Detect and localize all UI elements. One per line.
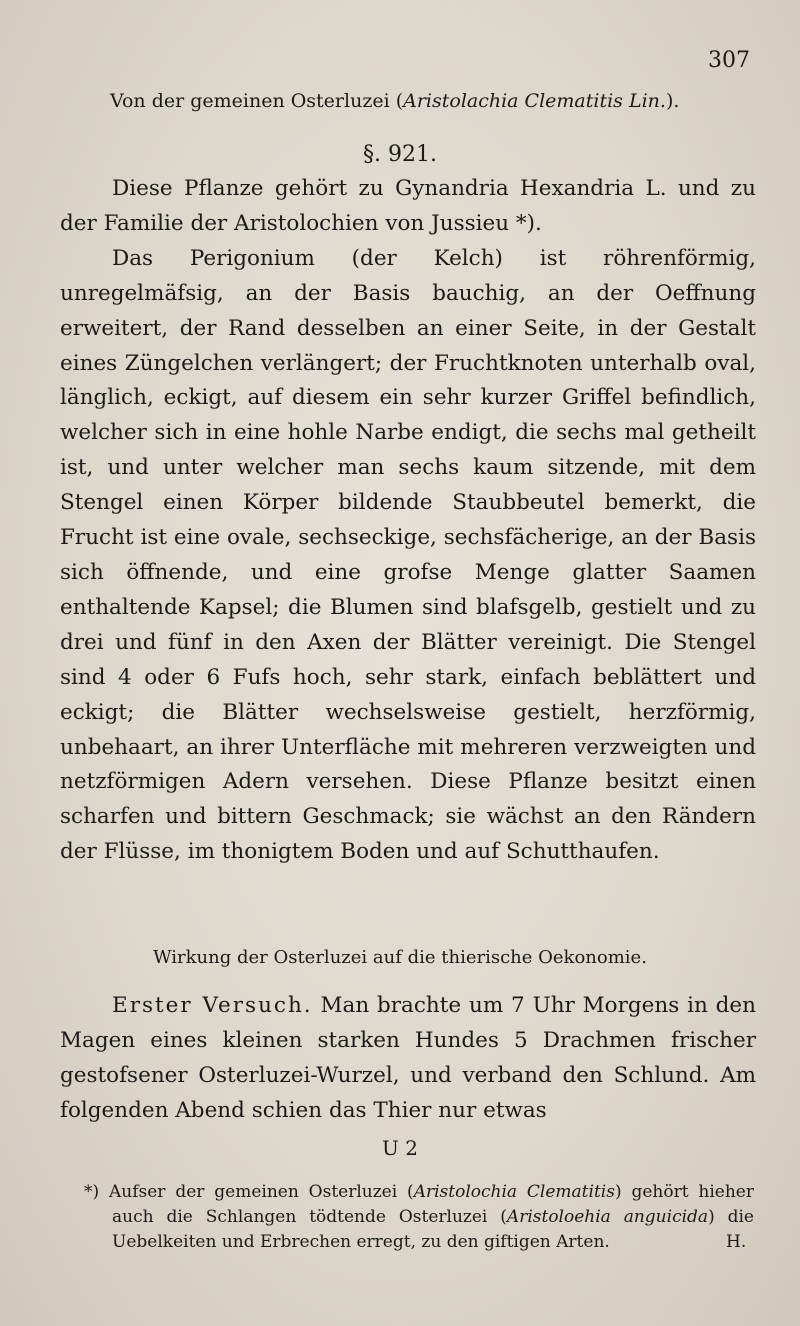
experiment-body: Man brachte um 7 Uhr Morgens in den Magen eines kleinen starken Hundes 5 Drachmen frischer gestofsener Osterluzei-Wurzel, und verband den Schlund. Am folgenden Abend schien das Thier nur etwas xyxy=(60,993,757,1123)
page-number: 307 xyxy=(708,48,750,73)
running-header xyxy=(110,90,710,112)
header-suffix: ). xyxy=(665,90,680,112)
footnote-part: *) Aufser der gemeinen Osterluzei ( xyxy=(84,1182,414,1202)
paragraph: Das Perigonium (der Kelch) ist röhrenförmig, unregelmäfsig, an der Basis bauchig, an der Oeffnung erweitert, der Rand desselben an einer Seite, in der Gestalt eines Züngelchen verlängert; der Fruchtknoten unterhalb oval, länglich, eckigt, auf diesem ein sehr kurzer Griffel befindlich, welcher sich in eine hohle Narbe endigt, die sechs mal getheilt ist, und unter welcher man sechs kaum sitzende, mit dem Stengel einen Körper bildende Staubbeutel bemerkt, die Frucht ist eine ovale, sechseckige, sechsfächerige, an der Basis sich öffnende, und eine grofse Menge glatter Saamen enthaltende Kapsel; die Blumen sind blafsgelb, gestielt und zu drei und fünf in den Axen der Blätter vereinigt. Die Stengel sind 4 oder 6 Fufs hoch, sehr stark, einfach beblättert und eckigt; die Blätter wechselsweise gestielt, herzförmig, unbehaart, an ihrer Unterfläche mit mehreren verzweigten und netzförmigen Adern versehen. Diese Pflanze besitzt einen scharfen und bittern Geschmack; sie wächst an den Rändern der Flüsse, im thonigtem Boden und auf Schutthaufen. xyxy=(60,245,756,865)
footnote-text: *) Aufser der gemeinen Osterluzei (Aristolochia Clematitis) gehört hieher auch die Schlangen tödtende Osterluzei (Aristoloehia anguicida) die Uebelkeiten und Erbrechen erregt, zu den giftigen Arten. H. xyxy=(84,1182,754,1252)
paragraph: Diese Pflanze gehört zu Gynandria Hexandria L. und zu der Familie der Aristolochien von Jussieu *). xyxy=(60,176,756,236)
signature-mark: U 2 xyxy=(382,1136,418,1160)
footnote-latin: Aristoloehia anguicida xyxy=(506,1207,709,1227)
experiment-label: Erster Versuch. xyxy=(112,993,313,1018)
section-number: §. 921. xyxy=(363,142,437,167)
footnote-latin: Aristolochia Clematitis xyxy=(413,1182,615,1202)
paragraph xyxy=(60,988,756,1128)
footnote-part: ) gehört hieher auch die Schlangen tödtende Osterluzei ( xyxy=(112,1182,754,1227)
experiment-text xyxy=(60,988,756,1128)
footnote-part: ) die Uebelkeiten und Erbrechen erregt, zu den giftigen Arten. xyxy=(112,1207,754,1252)
header-prefix: Von der gemeinen Osterluzei ( xyxy=(110,90,404,112)
footnote xyxy=(84,1180,754,1255)
main-text xyxy=(60,172,756,870)
header-latin: Aristolachia Clematitis Lin. xyxy=(403,90,666,112)
subheading: Wirkung der Osterluzei auf die thierische Oekonomie. xyxy=(153,947,647,968)
